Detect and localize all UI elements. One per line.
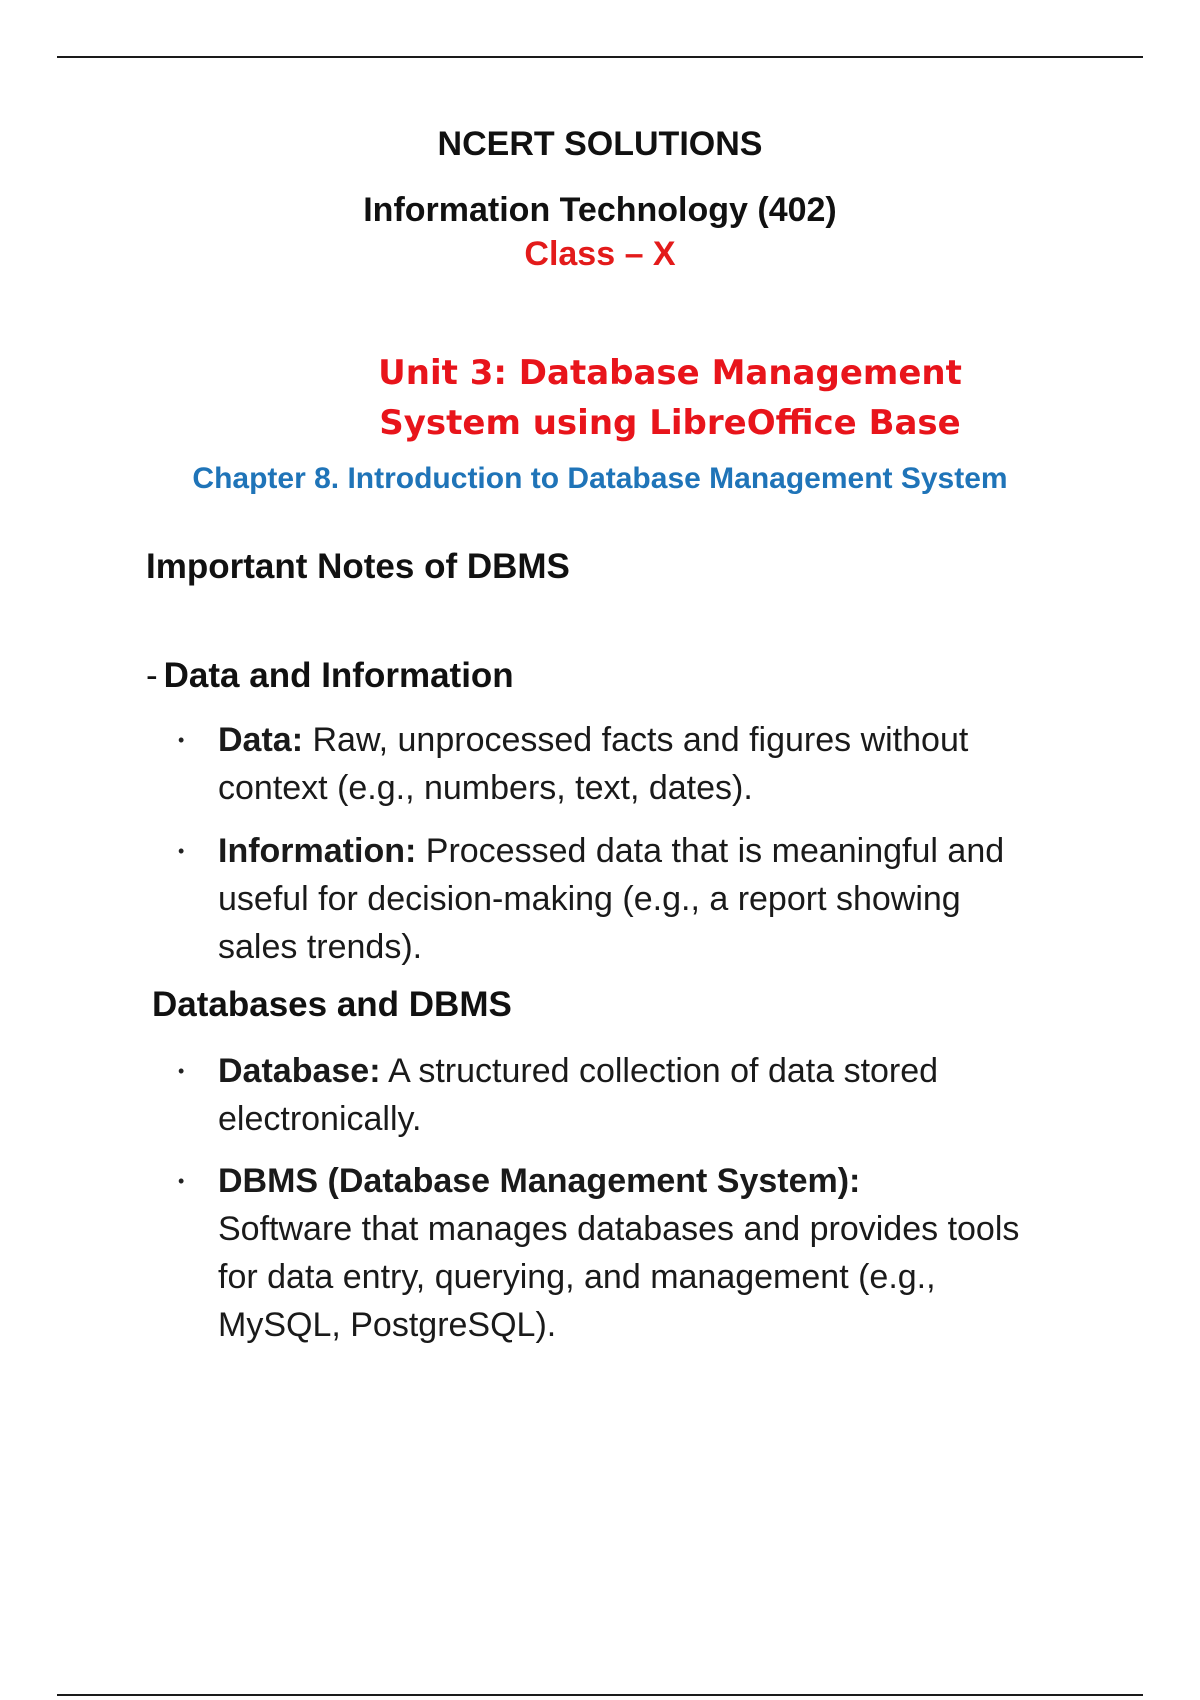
bullet-icon: • [178, 1061, 185, 1081]
bottom-rule [57, 1694, 1143, 1696]
list-item-text [218, 1047, 1038, 1143]
list-item-text [218, 1157, 1038, 1349]
unit-title-line-1: Unit 3: Database Management [378, 353, 962, 393]
list-item-text [218, 827, 1038, 971]
notes-heading: Important Notes of DBMS [146, 547, 570, 586]
list-item-description: Raw, unprocessed facts and figures without context (e.g., numbers, text, dates). [218, 721, 969, 807]
list-item-term: Information: [218, 832, 417, 870]
subject-title: Information Technology (402) [363, 191, 837, 229]
list-item-text [218, 716, 1038, 812]
list-item-term: DBMS (Database Management System): [218, 1162, 861, 1200]
list-item-description: A structured collection of data stored electronically. [218, 1052, 939, 1138]
section-heading-databases-dbms [146, 985, 512, 1025]
document-title: NCERT SOLUTIONS [437, 125, 763, 163]
list-item-description: Software that manages databases and provides tools for data entry, querying, and management (e.g., MySQL, PostgreSQL). [218, 1210, 1020, 1344]
bullet-icon: • [178, 841, 185, 861]
section-heading-label: Data and Information [163, 656, 514, 695]
list-item-description: Processed data that is meaningful and useful for decision-making (e.g., a report showing sales trends). [218, 832, 1005, 966]
bullet-icon: • [178, 730, 185, 750]
list-item-term: Database: [218, 1052, 381, 1090]
unit-title-line-2: System using LibreOffice Base [379, 403, 961, 443]
section-heading-data-information [146, 656, 514, 696]
bullet-icon: • [178, 1171, 185, 1191]
top-rule [57, 56, 1143, 58]
section-dash: - [146, 656, 158, 695]
unit-title [360, 348, 980, 448]
chapter-title: Chapter 8. Introduction to Database Management System [192, 462, 1008, 495]
section-heading-label: Databases and DBMS [152, 985, 512, 1024]
list-item-term: Data: [218, 721, 304, 759]
class-label: Class – X [524, 235, 676, 273]
